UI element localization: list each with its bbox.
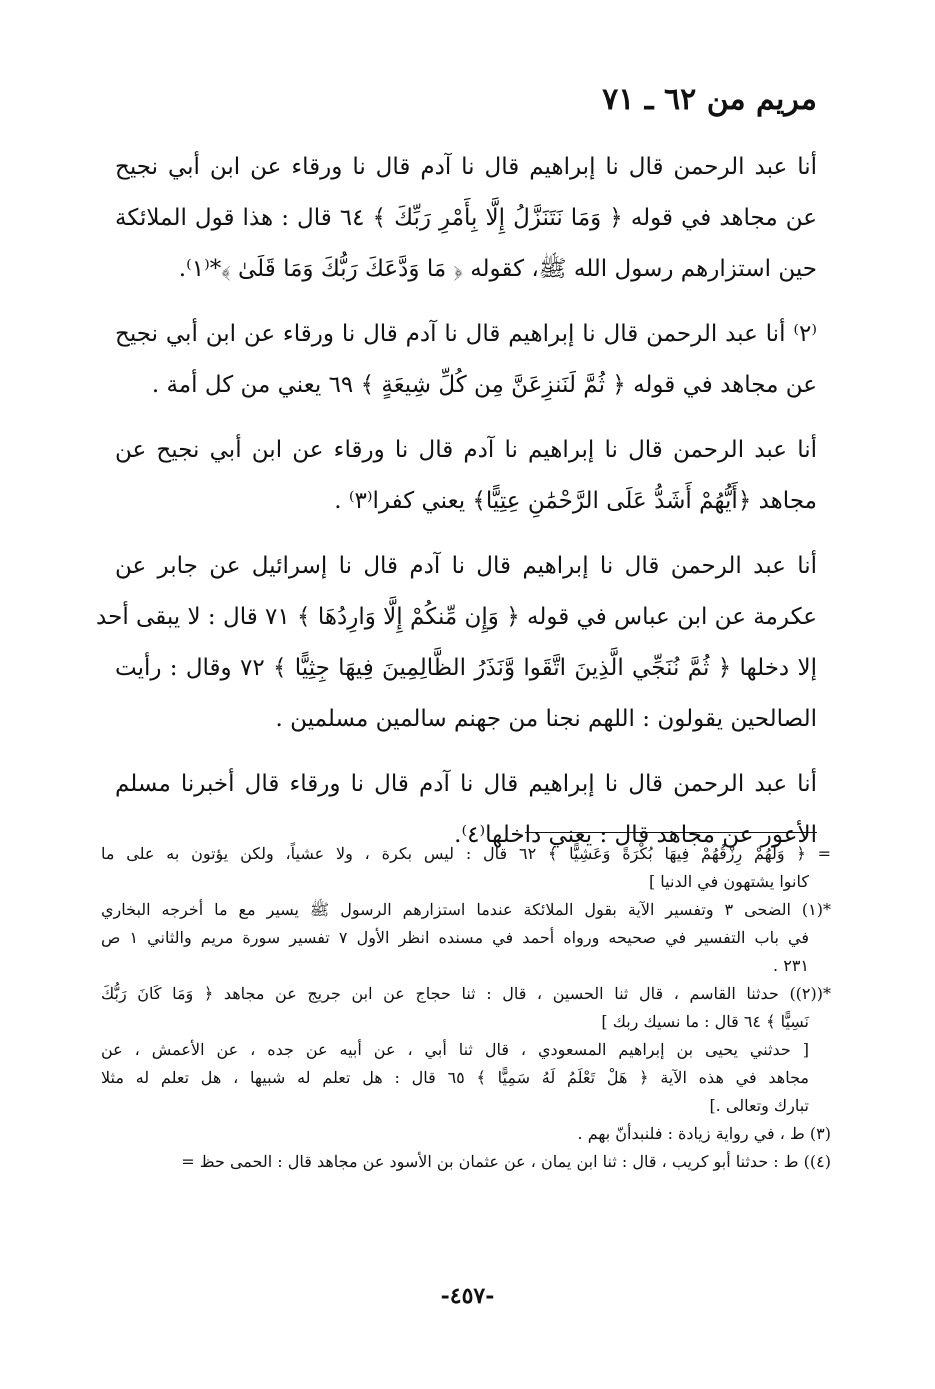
footnote-line: نَسِيًّا ﴾ ٦٤ قال : ما نسيك ربك ] bbox=[601, 1012, 809, 1031]
paragraph bbox=[96, 541, 817, 745]
running-header-title: مريم من ٦٢ ـ ٧١ bbox=[602, 82, 817, 117]
main-text bbox=[96, 142, 817, 875]
footnote-line: (٣) ط ، في رواية زيادة : فلنبدأنّ بهم . bbox=[577, 1124, 831, 1143]
page-number: -٤٥٧- bbox=[440, 1283, 495, 1309]
text-line: إلا دخلها ﴿ ثُمَّ نُنَجِّي الَّذِينَ اتَّقَوا وَّنَذَرُ الظَّالِمِينَ فِيهَا جِثِيًّا ﴾ ٧٢ وقال : رأيت bbox=[115, 655, 817, 681]
text-line: عن مجاهد في قوله ﴿ ثُمَّ لَنَنزِعَنَّ مِن كُلِّ شِيعَةٍ ﴾ ٦٩ يعني من كل أمة . bbox=[151, 372, 817, 398]
text-line: أنا عبد الرحمن قال نا إبراهيم قال نا آدم قال نا إسرائيل عن جابر عن bbox=[115, 553, 817, 579]
text-line: ⁽٢⁾ أنا عبد الرحمن قال نا إبراهيم قال نا آدم قال نا ورقاء عن ابن أبي نجيح bbox=[115, 321, 817, 347]
text-line: الصالحين يقولون : اللهم نجنا من جهنم سالمين مسلمين . bbox=[275, 706, 817, 732]
footnote-line: مجاهد في هذه الآية ﴿ هَلْ تَعْلَمُ لَهُ سَمِيًّا ﴾ ٦٥ قال : هل تعلم له شبيها ، هل تعلم له مثلا bbox=[101, 1068, 810, 1087]
footnotes bbox=[101, 840, 831, 1176]
text-line: عن مجاهد في قوله ﴿ وَمَا نَتَنَزَّلُ إِلَّا بِأَمْرِ رَبِّكَ ﴾ ٦٤ قال : هذا قول الملائكة bbox=[115, 205, 817, 231]
text-line: حين استزارهم رسول الله ﷺ، كقوله ﴿ مَا وَدَّعَكَ رَبُّكَ وَمَا قَلَىٰ ﴾*⁽١⁾. bbox=[178, 256, 817, 282]
paragraph bbox=[115, 142, 817, 295]
footnote-line: = ﴿ وَلَهُمْ رِزْقُهُمْ فِيهَا بُكْرَةً وَعَشِيًّا ﴾ ٦٢ قال : ليس بكرة ، ولا عشياً، ولكن يؤتون به على ما bbox=[101, 844, 831, 863]
footnote-line: كانوا يشتهون في الدنيا ] bbox=[648, 872, 809, 891]
footnote-line: [ حدثني يحيى بن إبراهيم المسعودي ، قال ثنا أبي ، عن أبيه عن جده ، عن الأعمش ، عن bbox=[101, 1040, 809, 1059]
footnote-line: ٢٣١ . bbox=[773, 956, 809, 975]
footnote-line: (٤)) ط : حدثنا أبو كريب ، قال : ثنا ابن يمان ، عن عثمان بن الأسود عن مجاهد قال : الحمى حظ = bbox=[181, 1152, 831, 1171]
footnote-line: في باب التفسير في صحيحه ورواه أحمد في مسنده انظر الأول ٧ تفسير سورة مريم والثاني ١ ص bbox=[101, 928, 809, 947]
paragraph bbox=[115, 425, 817, 527]
footnote-separator bbox=[525, 832, 817, 833]
text-line: أنا عبد الرحمن قال نا إبراهيم قال نا آدم قال نا ورقاء قال أخبرنا مسلم bbox=[115, 771, 817, 797]
text-line: الأعور عن مجاهد قال : يعني داخلها⁽٤⁾. bbox=[454, 822, 817, 848]
footnote-line: *(١) الضحى ٣ وتفسير الآية بقول الملائكة عندما استزارهم الرسول ﷺ يسير مع ما أخرجه البخاري bbox=[101, 900, 831, 919]
text-line: أنا عبد الرحمن قال نا إبراهيم قال نا آدم قال نا ورقاء عن ابن أبي نجيح bbox=[115, 154, 817, 180]
footnote-line: تبارك وتعالى .] bbox=[709, 1096, 809, 1115]
paragraph bbox=[115, 309, 817, 411]
footnote-line: *((٢)) حدثنا القاسم ، قال ثنا الحسين ، قال : ثنا حجاج عن ابن جريج عن مجاهد ﴿ وَمَا كَانَ رَبُّكَ bbox=[101, 984, 831, 1003]
text-line: مجاهد ﴿أَيُّهُمْ أَشَدُّ عَلَى الرَّحْمَٰنِ عِتِيًّا﴾ يعني كفرا⁽٣⁾ . bbox=[334, 488, 817, 514]
text-line: أنا عبد الرحمن قال نا إبراهيم نا آدم قال نا ورقاء عن ابن أبي نجيح عن bbox=[115, 437, 817, 463]
text-line: عكرمة عن ابن عباس في قوله ﴿ وَإِن مِّنكُمْ إِلَّا وَارِدُهَا ﴾ ٧١ قال : لا يبقى أحد bbox=[96, 604, 817, 630]
